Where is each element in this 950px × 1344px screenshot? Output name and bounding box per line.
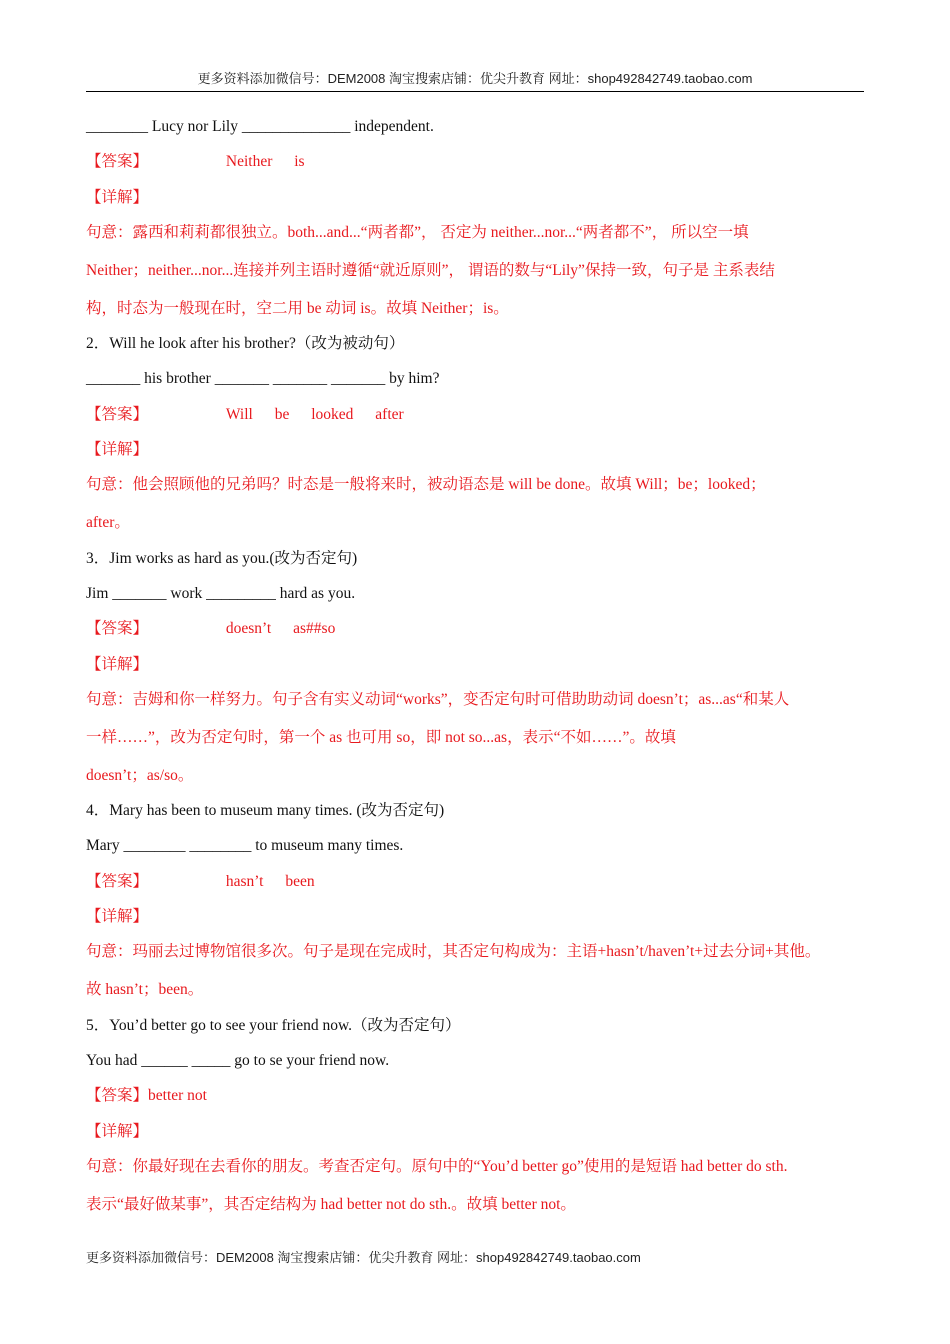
q2-blank-sentence: _______ his brother _______ _______ _______ by him? [86, 370, 440, 388]
answer-tag: 【答案】 [86, 620, 149, 638]
document-body [86, 116, 876, 1229]
q5-explanation-line: 句意：你最好现在去看你的朋友。考查否定句。原句中的“You’d better go”使用的是短语 had better do sth. [86, 1157, 788, 1175]
q4-question: 4．Mary has been to museum many times. (改为否定句) [86, 802, 445, 820]
q4-explanation-line: 句意：玛丽去过博物馆很多次。句子是现在完成时，其否定句构成为：主语+hasn’t/haven’t+过去分词+其他。 [86, 943, 821, 961]
detail-tag: 【详解】 [86, 908, 149, 926]
q4-explanation-line: 故 hasn’t；been。 [86, 981, 204, 999]
q1-explanation-line: 构，时态为一般现在时，空二用 be 动词 is。故填 Neither；is。 [86, 299, 509, 317]
answer-value: looked [311, 405, 354, 423]
answer-tag: 【答案】 [86, 153, 149, 171]
answer-value: as##so [293, 620, 336, 638]
q3-explanation-line: 句意：吉姆和你一样努力。句子含有实义动词“works”，变否定句时可借助助动词 doesn’t；as...as“和某人 [86, 690, 790, 708]
q1-explanation-line: Neither；neither...nor...连接并列主语时遵循“就近原则”， 谓语的数与“Lily”保持一致，句子是 主系表结 [86, 261, 775, 279]
detail-tag: 【详解】 [86, 188, 149, 206]
q5-blank-sentence: You had ______ _____ go to se your friend now. [86, 1051, 390, 1069]
detail-tag: 【详解】 [86, 1122, 149, 1140]
q2-answer [86, 404, 876, 426]
q5-explanation-line: 表示“最好做某事”，其否定结构为 had better not do sth.。故填 better not。 [86, 1195, 576, 1213]
detail-tag: 【详解】 [86, 655, 149, 673]
answer-value: be [274, 405, 290, 423]
answer-value: doesn’t [225, 620, 272, 638]
q3-answer [86, 618, 876, 640]
q2-question: 2．Will he look after his brother?（改为被动句） [86, 335, 405, 353]
detail-tag: 【详解】 [86, 441, 149, 459]
answer-value: hasn’t [225, 872, 264, 890]
page-header: 更多资料添加微信号：DEM2008 淘宝搜索店铺：优尖升教育 网址：shop492842749.taobao.com [86, 68, 864, 92]
q1-explanation-line: 句意：露西和莉莉都很独立。both...and...“两者都”， 否定为 neither...nor...“两者都不”， 所以空一填 [86, 223, 749, 241]
q5-question: 5．You’d better go to see your friend now.（改为否定句） [86, 1016, 461, 1034]
q4-answer [86, 871, 876, 893]
answer-value: is [294, 153, 305, 171]
answer-value: been [285, 872, 315, 890]
q1-blank-sentence: ________ Lucy nor Lily ______________ independent. [86, 118, 434, 135]
q2-explanation-line: after。 [86, 514, 130, 532]
q3-blank-sentence: Jim _______ work _________ hard as you. [86, 584, 356, 602]
q3-explanation-line: 一样……”，改为否定句时，第一个 as 也可用 so，即 not so...as，表示“不如……”。故填 [86, 728, 676, 746]
q3-explanation-line: doesn’t；as/so。 [86, 766, 194, 784]
q3-question: 3．Jim works as hard as you.(改为否定句) [86, 549, 358, 567]
q5-answer [86, 1085, 876, 1107]
answer-value: Neither [225, 153, 273, 171]
answer-tag: 【答案】 [86, 1087, 149, 1105]
q2-explanation-line: 句意：他会照顾他的兄弟吗？时态是一般将来时，被动语态是 will be done。故填 Will；be；looked； [86, 476, 766, 494]
answer-value: better not [148, 1087, 207, 1105]
q1-answer [86, 151, 876, 173]
q4-blank-sentence: Mary ________ ________ to museum many times. [86, 837, 404, 855]
page-footer: 更多资料添加微信号：DEM2008 淘宝搜索店铺：优尖升教育 网址：shop492842749.taobao.com [86, 1250, 641, 1265]
answer-value: after [375, 405, 404, 423]
answer-tag: 【答案】 [86, 872, 149, 890]
answer-value: Will [225, 405, 253, 423]
answer-tag: 【答案】 [86, 405, 149, 423]
